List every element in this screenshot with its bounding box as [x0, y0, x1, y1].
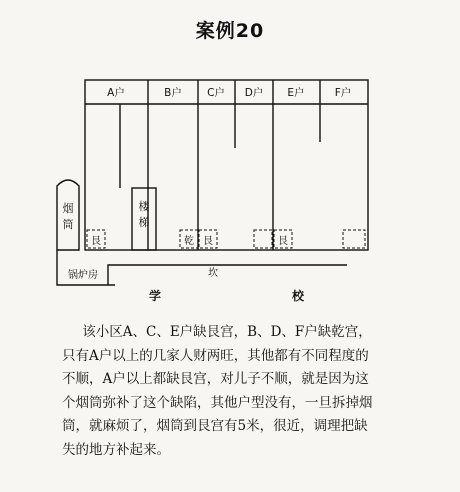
qian-marker-box-d	[254, 230, 272, 248]
boiler-room-label: 锅炉房	[68, 270, 98, 281]
school-label-char2: 校	[291, 289, 305, 303]
chimney	[57, 180, 79, 250]
chimney-label: 烟筒	[62, 202, 74, 231]
case-title: 案例20	[195, 20, 265, 42]
case-description	[62, 321, 414, 463]
building-outline	[85, 80, 368, 250]
school-label-char1: 学	[148, 289, 162, 303]
paragraph-line: 不顺，A户以上都缺艮宫，对儿子不顺，就是因为这	[62, 371, 369, 388]
paragraph-line: 失的地方补起来。	[62, 441, 170, 458]
gen-marker-c: 艮	[203, 236, 213, 247]
paragraph-line: 筒，就麻烦了，烟筒到艮宫有5米，很近，调理把缺	[62, 418, 368, 435]
stairs-label: 楼梯	[138, 200, 150, 229]
kan-label: 坎	[208, 268, 218, 279]
qian-marker-b: 乾	[184, 236, 194, 247]
paragraph-line: 只有A户以上的几家人财两旺，其他都有不同程度的	[62, 347, 369, 364]
paragraph-line: 该小区A、C、E户缺艮宫，B、D、F户缺乾宫，	[82, 324, 372, 340]
gen-marker-a: 艮	[91, 236, 101, 247]
description-paragraph	[62, 321, 414, 463]
school-boundary	[108, 265, 347, 285]
unit-label-d: D户	[244, 87, 264, 99]
unit-label-f: F户	[334, 87, 352, 99]
paragraph-line: 个烟筒弥补了这个缺陷，其他户型没有，一旦拆掉烟	[62, 394, 373, 411]
unit-label-c: C户	[207, 87, 225, 99]
unit-label-b: B户	[164, 87, 182, 99]
unit-label-a: A户	[107, 87, 125, 99]
qian-marker-box-f	[343, 230, 365, 248]
unit-label-e: E户	[287, 87, 305, 99]
gen-marker-e: 艮	[278, 236, 288, 247]
